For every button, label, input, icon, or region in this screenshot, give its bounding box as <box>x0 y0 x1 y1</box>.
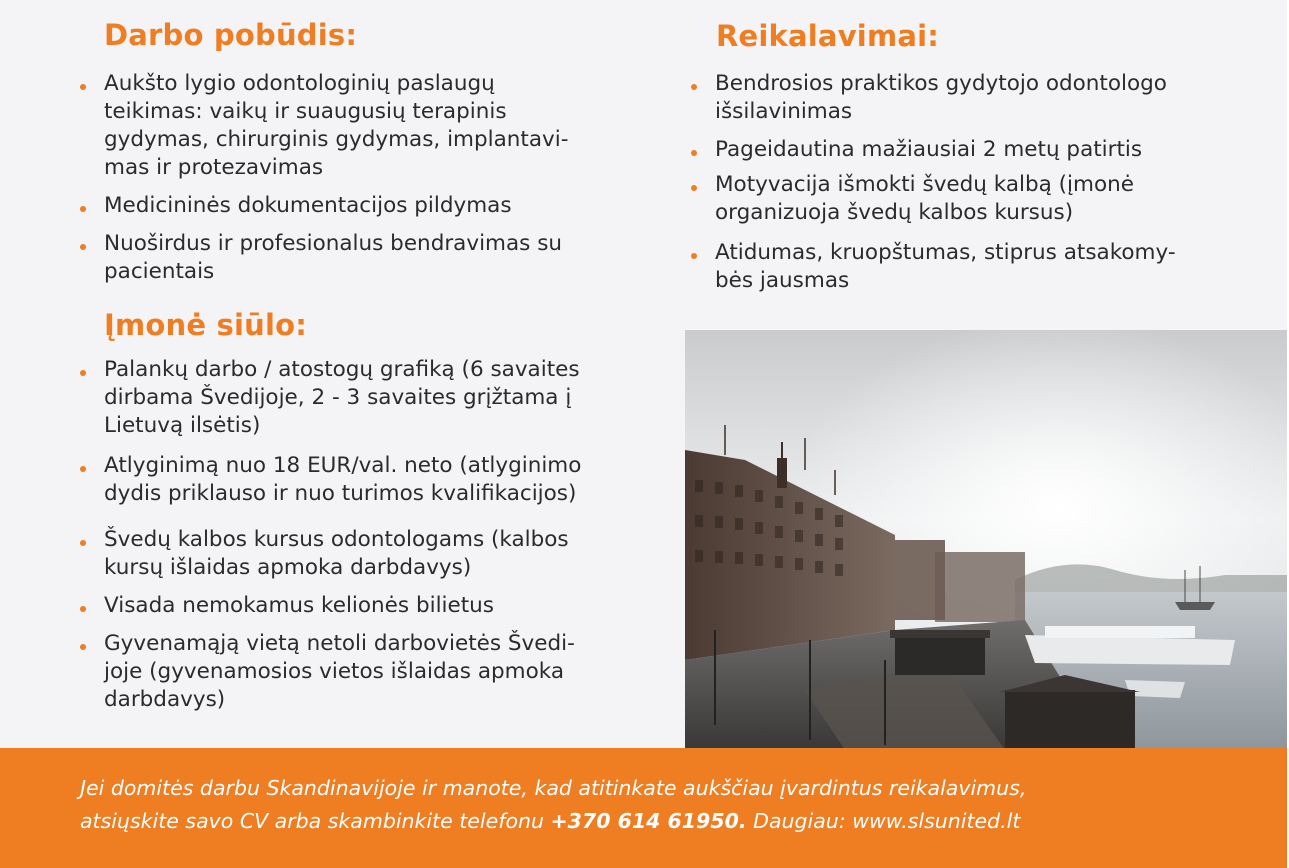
list-item <box>80 356 650 440</box>
list-item-text: Atidumas, kruopštumas, stiprus atsakomy- bės jausmas <box>715 240 1176 293</box>
footer-more-label: Daugiau: <box>746 809 853 833</box>
bullet-dot-icon <box>80 466 86 472</box>
bullet-dot-icon <box>80 244 86 250</box>
list-item <box>80 630 650 714</box>
bullet-dot-icon <box>80 644 86 650</box>
list-item-text: Palankų darbo / atostogų grafiką (6 savaites dirbama Švedijoje, 2 - 3 savaites grįžtama į Lietuvą ilsėtis) <box>104 357 580 438</box>
list-item-text: Pageidautina mažiausiai 2 metų patirtis <box>715 137 1143 162</box>
offers-list <box>80 356 650 714</box>
list-item-text: Gyvenamąją vietą netoli darbovietės Švedi- joje (gyvenamosios vietos išlaidas apmoka darbdavys) <box>104 631 575 712</box>
bullet-dot-icon <box>80 370 86 376</box>
requirements-list <box>691 70 1271 295</box>
list-item <box>691 136 1271 164</box>
footer-line-2 <box>80 805 1020 837</box>
list-item-text: Nuoširdus ir profesionalus bendravimas su pacientais <box>104 231 563 284</box>
duties-title: Darbo pobūdis: <box>104 18 358 52</box>
website-link[interactable]: www.slsunited.lt <box>852 809 1021 833</box>
offers-title: Įmonė siūlo: <box>104 308 308 342</box>
list-item <box>80 592 650 620</box>
footer-line-1: Jei domitės darbu Skandinavijoje ir manote, kad atitinkate aukščiau įvardintus reikalavimus, <box>80 776 1027 800</box>
list-item-text: Aukšto lygio odontologinių paslaugų teikimas: vaikų ir suaugusių terapinis gydymas, chirurginis gydymas, implantavi- mas ir protezavimas <box>104 71 569 180</box>
bullet-dot-icon <box>691 185 697 191</box>
list-item-text: Atlyginimą nuo 18 EUR/val. neto (atlyginimo dydis priklauso ir nuo turimos kvalifikacijos) <box>104 453 582 506</box>
list-item <box>80 192 640 220</box>
footer-line-2-text: atsiųskite savo CV arba skambinkite telefonu <box>80 809 551 833</box>
list-item <box>691 239 1271 295</box>
list-item-text: Visada nemokamus kelionės bilietus <box>104 593 495 618</box>
list-item-text: Medicininės dokumentacijos pildymas <box>104 193 512 218</box>
contact-footer <box>0 748 1287 868</box>
bullet-dot-icon <box>80 84 86 90</box>
list-item <box>80 230 640 286</box>
list-item <box>80 70 640 182</box>
requirements-title: Reikalavimai: <box>716 19 940 53</box>
bullet-dot-icon <box>691 253 697 259</box>
list-item <box>691 171 1271 227</box>
list-item-text: Motyvacija išmokti švedų kalbą (įmonė organizuoja švedų kalbos kursus) <box>715 172 1134 225</box>
phone-number[interactable]: +370 614 61950. <box>550 809 747 833</box>
bullet-dot-icon <box>691 84 697 90</box>
list-item <box>80 526 650 582</box>
bullet-dot-icon <box>80 206 86 212</box>
bullet-dot-icon <box>80 606 86 612</box>
list-item <box>691 70 1271 126</box>
list-item <box>80 452 650 508</box>
list-item-text: Bendrosios praktikos gydytojo odontologo išsilavinimas <box>715 71 1167 124</box>
list-item-text: Švedų kalbos kursus odontologams (kalbos kursų išlaidas apmoka darbdavys) <box>104 527 569 580</box>
bullet-dot-icon <box>691 150 697 156</box>
duties-list <box>80 70 640 286</box>
bullet-dot-icon <box>80 540 86 546</box>
city-waterfront-photo <box>685 330 1287 750</box>
